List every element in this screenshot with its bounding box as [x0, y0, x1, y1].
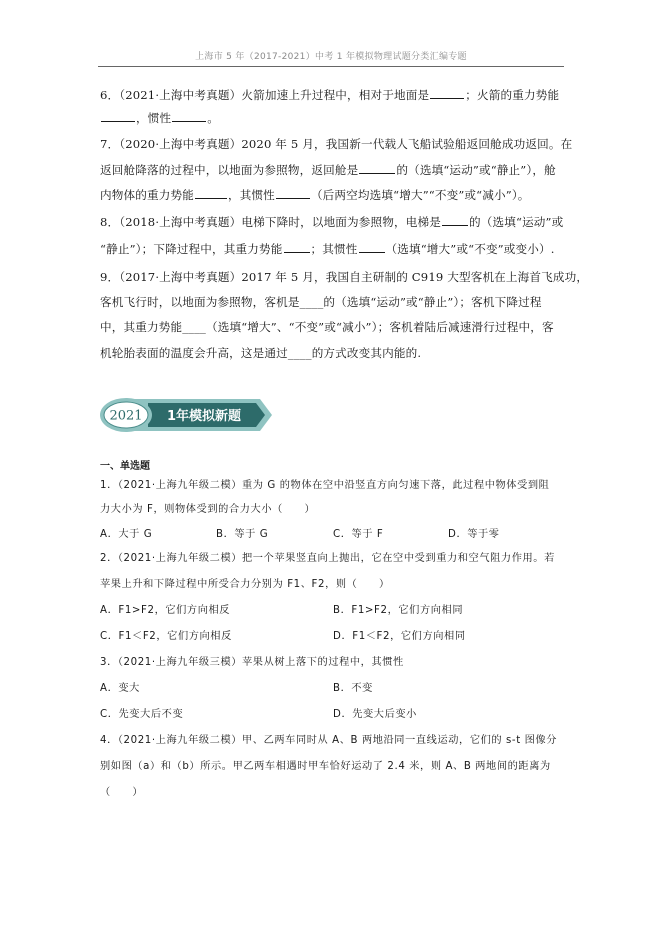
m3-option-d[interactable]: D．先变大后变小: [333, 709, 417, 720]
m3-option-a[interactable]: A．变大: [100, 683, 140, 694]
answer-blank[interactable]: [430, 87, 464, 99]
q9-line-2: 客机飞行时，以地面为参照物，客机是____的（选填“运动”或“静止”）；客机下降过程: [100, 295, 542, 309]
q7-line-3: 内物体的重力势能 ，其惯性 （后两空均选填“增大”“不变”或“减小”）。: [100, 188, 530, 202]
m3-line-1: 3．（2021·上海九年级三模）苹果从树上落下的过程中，其惯性: [100, 657, 404, 668]
q9-line-3: 中，其重力势能____（选填“增大”、“不变”或“减小”）；客机着陆后减速滑行过程中，客: [100, 320, 554, 334]
m3-option-b[interactable]: B．不变: [333, 683, 373, 694]
banner-year: 2021: [109, 408, 143, 424]
m1-line-2: 力大小为 F，则物体受到的合力大小（ ）: [100, 504, 316, 515]
q9-line-4: 机轮胎表面的温度会升高，这是通过____的方式改变其内能的.: [100, 346, 422, 360]
m2-option-d[interactable]: D．F1＜F2，它们方向相同: [333, 631, 466, 642]
q8-line-2: “静止”）；下降过程中，其重力势能 ；其惯性 （选填“增大”或“不变”或变小）.: [100, 242, 555, 256]
answer-blank[interactable]: [195, 187, 227, 199]
answer-blank[interactable]: [359, 162, 395, 174]
header-rule: [98, 66, 564, 67]
m1-option-d[interactable]: D．等于零: [448, 529, 500, 540]
m2-option-c[interactable]: C．F1＜F2，它们方向相反: [100, 631, 232, 642]
m4-line-1: 4．（2021·上海九年级二模）甲、乙两车同时从 A、B 两地沿同一直线运动，它们的 s-t 图像分: [100, 735, 557, 746]
section-title: 一、单选题: [100, 461, 150, 472]
page-header: 上海市 5 年（2017-2021）中考 1 年模拟物理试题分类汇编专题: [195, 52, 467, 62]
q6-line-2: ，惯性 。: [100, 110, 219, 125]
answer-blank[interactable]: [172, 110, 206, 122]
m1-option-b[interactable]: B．等于 G: [216, 529, 269, 540]
m1-line-1: 1．（2021·上海九年级二模）重为 G 的物体在空中沿竖直方向匀速下落，此过程中物体受到阻: [100, 480, 550, 491]
q9-line-1: 9．（2017·上海中考真题）2017 年 5 月，我国自主研制的 C919 大型客机在上海首飞成功，: [100, 270, 589, 284]
section-banner: [100, 395, 275, 435]
answer-blank[interactable]: [442, 214, 468, 226]
q8-line-1: 8．（2018·上海中考真题）电梯下降时，以地面为参照物，电梯是 的（选填“运动”或: [100, 215, 564, 229]
answer-blank[interactable]: [284, 241, 310, 253]
answer-blank[interactable]: [359, 241, 385, 253]
m2-option-b[interactable]: B．F1>F2，它们方向相同: [333, 605, 464, 616]
m1-option-c[interactable]: C．等于 F: [333, 529, 384, 540]
m4-line-2: 别如图（a）和（b）所示。甲乙两车相遇时甲车恰好运动了 2.4 米，则 A、B 两地间的距离为: [100, 761, 551, 772]
q6-line-1: 6．（2021·上海中考真题）火箭加速上升过程中，相对于地面是 ；火箭的重力势能: [100, 88, 560, 102]
m3-option-c[interactable]: C．先变大后不变: [100, 709, 184, 720]
answer-blank[interactable]: [101, 110, 135, 122]
q7-line-1: 7．（2020·上海中考真题）2020 年 5 月，我国新一代载人飞船试验船返回舱成功返回。在: [100, 137, 573, 151]
answer-blank[interactable]: [276, 187, 310, 199]
banner-label: 1年模拟新题: [166, 409, 242, 424]
m4-line-3: （ ）: [100, 787, 144, 798]
m2-option-a[interactable]: A．F1>F2，它们方向相反: [100, 605, 231, 616]
m2-line-2: 苹果上升和下降过程中所受合力分别为 F1、F2，则（ ）: [100, 579, 390, 590]
m2-line-1: 2．（2021·上海九年级二模）把一个苹果竖直向上抛出，它在空中受到重力和空气阻力作用。若: [100, 553, 555, 564]
m1-option-a[interactable]: A．大于 G: [100, 529, 153, 540]
q7-line-2: 返回舱降落的过程中，以地面为参照物，返回舱是 的（选填“运动”或“静止”），舱: [100, 163, 556, 177]
